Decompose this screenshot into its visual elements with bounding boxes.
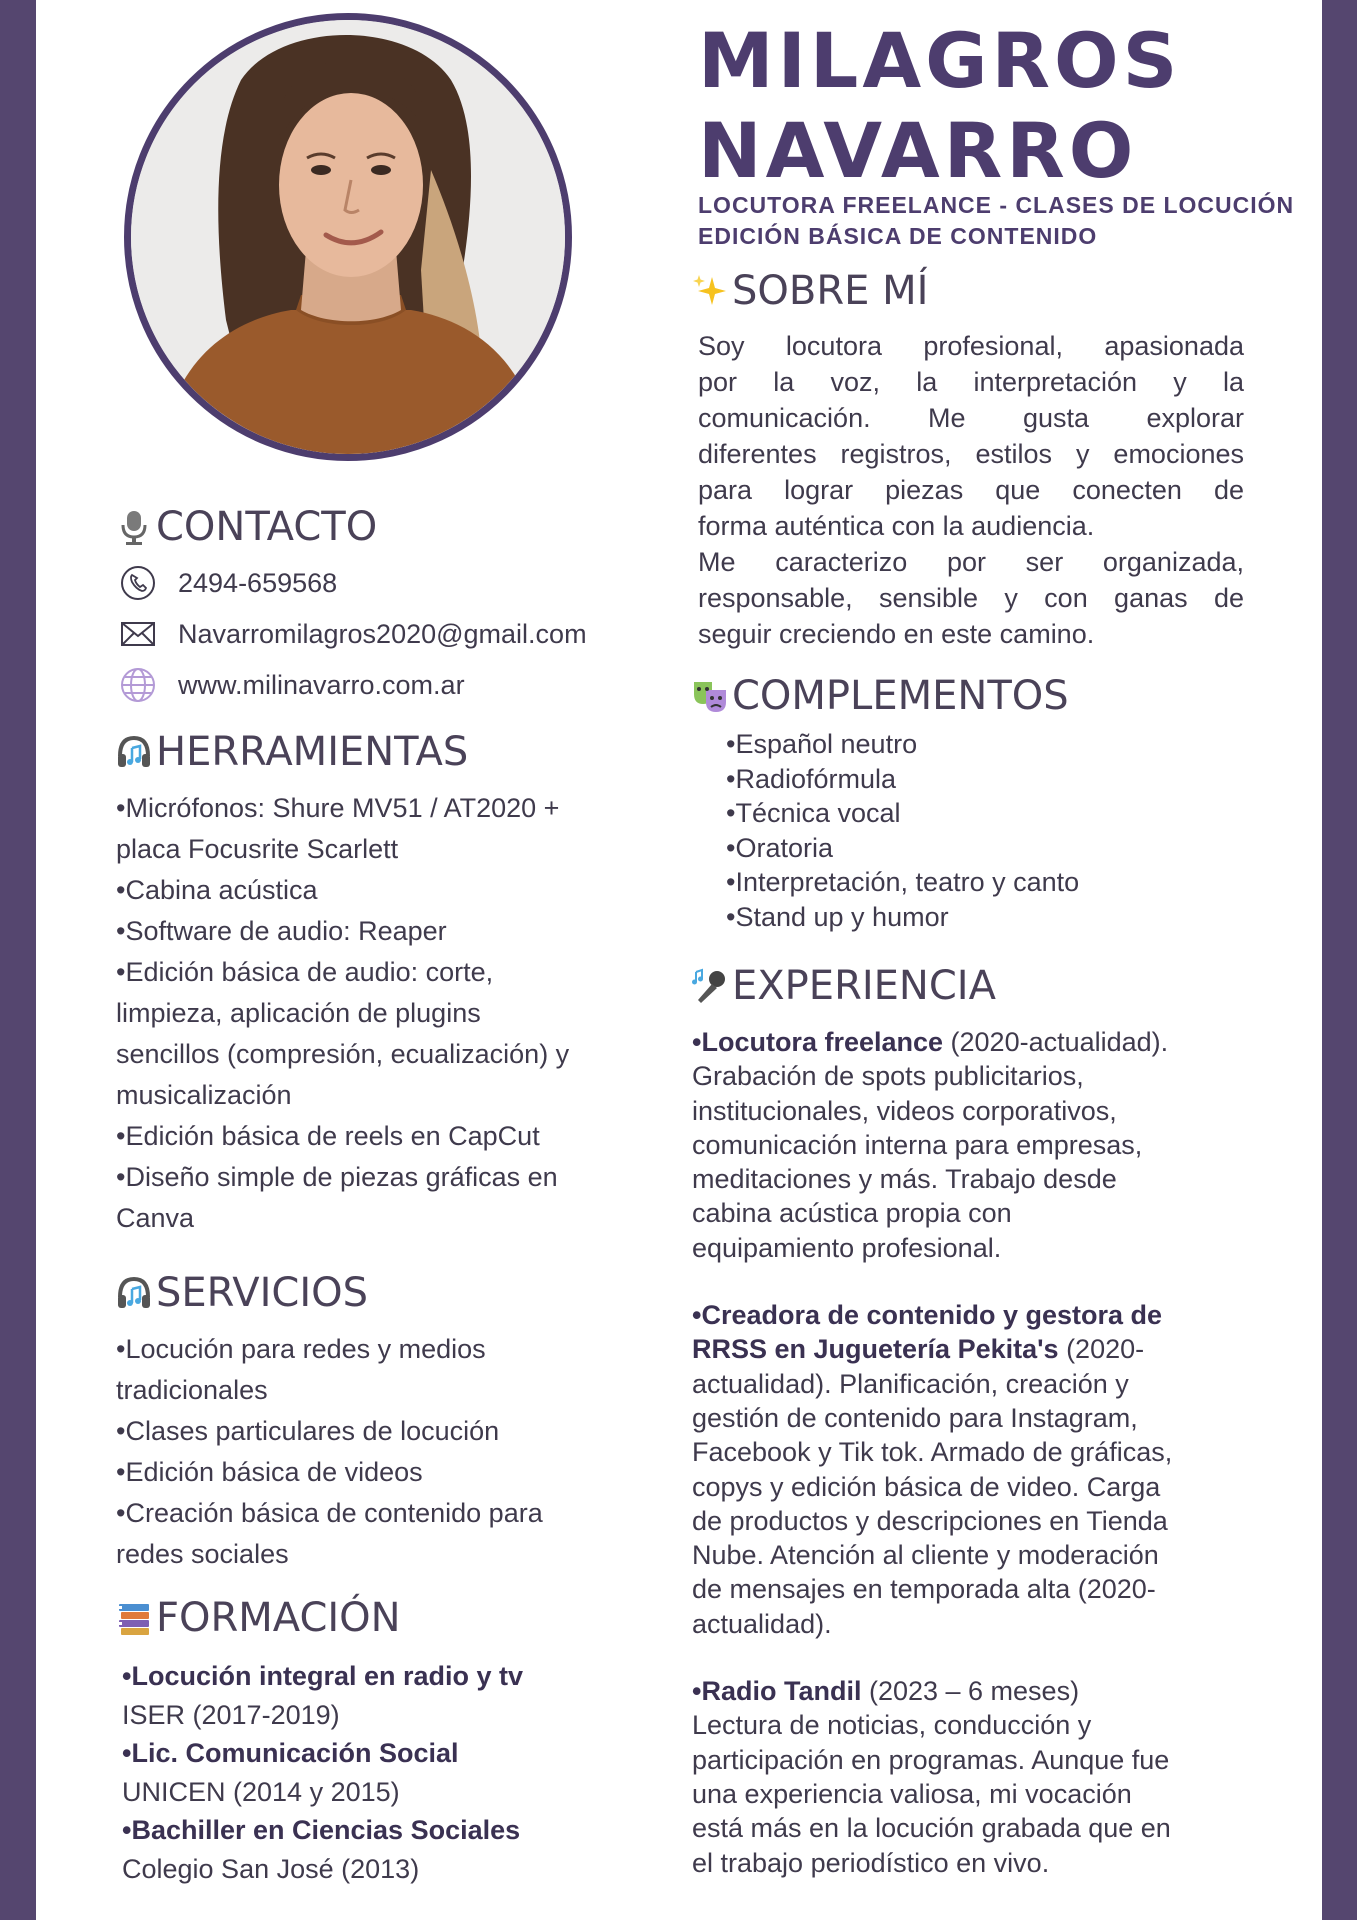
experience-title: EXPERIENCIA <box>732 963 996 1009</box>
envelope-icon <box>116 614 160 654</box>
contact-phone <box>116 559 676 607</box>
tools-line: limpieza, aplicación de plugins <box>116 998 481 1028</box>
globe-icon <box>116 665 160 705</box>
theater-masks-icon <box>690 676 730 716</box>
tools-line: •Micrófonos: Shure MV51 / AT2020 + <box>116 793 560 823</box>
role-line-1: LOCUTORA FREELANCE - CLASES DE LOCUCIÓN <box>698 192 1295 218</box>
about-line: comunicación. Me gusta explorar <box>698 403 1244 433</box>
education-list <box>122 1657 682 1888</box>
contact-website <box>116 661 676 709</box>
job-line: Grabación de spots publicitarios, <box>692 1061 1084 1092</box>
experience-heading <box>690 963 996 1009</box>
phone-icon <box>116 563 160 603</box>
books-icon <box>114 1598 154 1638</box>
headphones-icon <box>114 732 154 772</box>
services-line: redes sociales <box>116 1539 289 1569</box>
tools-line: musicalización <box>116 1080 292 1110</box>
cv-page <box>36 0 1322 1920</box>
about-text <box>698 328 1244 652</box>
website-link[interactable]: www.milinavarro.com.ar <box>178 669 465 700</box>
job-line: cabina acústica propia con <box>692 1198 1012 1229</box>
job-period: (2023 – 6 meses) <box>861 1676 1080 1707</box>
about-line: por la voz, la interpretación y la <box>698 367 1244 397</box>
complement-item: •Interpretación, teatro y canto <box>726 867 1080 897</box>
education-place: ISER (2017-2019) <box>122 1699 340 1730</box>
experience-job <box>692 1298 1312 1641</box>
job-line: Lectura de noticias, conducción y <box>692 1710 1092 1741</box>
tools-heading <box>114 729 468 775</box>
tools-line: •Edición básica de audio: corte, <box>116 957 494 987</box>
services-line: tradicionales <box>116 1375 268 1405</box>
contact-title: CONTACTO <box>156 504 378 550</box>
about-line: Soy locutora profesional, apasionada <box>698 331 1244 361</box>
job-title: •Locutora freelance <box>692 1027 944 1057</box>
about-line: Me caracterizo por ser organizada, <box>698 547 1244 577</box>
job-title: RRSS en Juguetería Pekita's <box>692 1334 1059 1365</box>
complement-item: •Radiofórmula <box>726 763 897 794</box>
education-title: FORMACIÓN <box>156 1595 401 1641</box>
name-first: MILAGROS <box>698 16 1182 105</box>
about-line: responsable, sensible y con ganas de <box>698 583 1244 613</box>
about-line: forma auténtica con la audiencia. <box>698 511 1095 541</box>
portrait-illustration <box>131 20 565 454</box>
job-line: está más en la locución grabada que en <box>692 1813 1171 1844</box>
experience-job <box>692 1025 1312 1265</box>
contact-heading <box>114 504 377 550</box>
job-line: actualidad). Planificación, creación y <box>692 1368 1129 1399</box>
job-period: (2020- <box>1058 1334 1145 1365</box>
job-line: de mensajes en temporada alta (2020- <box>692 1574 1156 1605</box>
job-line: Facebook y Tik tok. Armado de gráficas, <box>692 1437 1173 1468</box>
complement-item: •Español neutro <box>726 729 918 759</box>
email-address[interactable]: Navarromilagros2020@gmail.com <box>178 618 587 649</box>
job-line: comunicación interna para empresas, <box>692 1129 1143 1160</box>
complements-list <box>726 727 1286 934</box>
experience-list <box>692 1025 1312 1880</box>
education-degree: •Lic. Comunicación Social <box>122 1738 459 1768</box>
education-place: UNICEN (2014 y 2015) <box>122 1776 400 1807</box>
name-heading <box>698 16 1181 196</box>
education-degree: •Bachiller en Ciencias Sociales <box>122 1815 521 1845</box>
microphone-music-icon <box>690 966 730 1006</box>
education-degree: •Locución integral en radio y tv <box>122 1661 524 1691</box>
job-line: gestión de contenido para Instagram, <box>692 1402 1138 1433</box>
job-line: equipamiento profesional. <box>692 1232 1002 1263</box>
name-last: NAVARRO <box>698 106 1138 195</box>
tools-line: sencillos (compresión, ecualización) y <box>116 1039 570 1069</box>
complements-heading <box>690 673 1069 719</box>
headphones-icon <box>114 1273 154 1313</box>
job-line: institucionales, videos corporativos, <box>692 1095 1117 1126</box>
tools-list <box>116 788 646 1239</box>
tools-title: HERRAMIENTAS <box>156 729 469 775</box>
tools-line: placa Focusrite Scarlett <box>116 834 399 864</box>
about-line: diferentes registros, estilos y emociones <box>698 439 1244 469</box>
job-line: el trabajo periodístico en vivo. <box>692 1847 1050 1878</box>
contact-list <box>116 559 676 709</box>
about-title: SOBRE MÍ <box>732 268 929 314</box>
services-line: •Locución para redes y medios <box>116 1334 486 1364</box>
complement-item: •Técnica vocal <box>726 798 901 828</box>
job-line: actualidad). <box>692 1608 832 1639</box>
complements-title: COMPLEMENTOS <box>732 673 1069 719</box>
job-line: meditaciones y más. Trabajo desde <box>692 1164 1117 1195</box>
role-subtitle <box>698 190 1318 252</box>
about-line: para lograr piezas que conecten de <box>698 475 1244 505</box>
education-place: Colegio San José (2013) <box>122 1853 420 1884</box>
contact-email <box>116 610 676 658</box>
complement-item: •Stand up y humor <box>726 901 949 932</box>
about-heading <box>690 268 928 314</box>
job-period: (2020-actualidad). <box>943 1027 1169 1057</box>
services-line: •Creación básica de contenido para <box>116 1498 543 1528</box>
job-line: copys y edición básica de video. Carga <box>692 1471 1161 1502</box>
job-line: de productos y descripciones en Tienda <box>692 1505 1168 1536</box>
services-title: SERVICIOS <box>156 1270 369 1316</box>
tools-line: •Cabina acústica <box>116 875 318 905</box>
education-heading <box>114 1595 401 1641</box>
job-line: Nube. Atención al cliente y moderación <box>692 1540 1159 1571</box>
tools-line: •Software de audio: Reaper <box>116 916 447 946</box>
sparkles-icon <box>690 271 730 311</box>
job-title: •Radio Tandil <box>692 1676 862 1707</box>
job-title: •Creadora de contenido y gestora de <box>692 1300 1163 1331</box>
tools-line: •Edición básica de reels en CapCut <box>116 1121 540 1151</box>
services-heading <box>114 1270 368 1316</box>
job-line: participación en programas. Aunque fue <box>692 1744 1170 1775</box>
services-line: •Edición básica de videos <box>116 1457 423 1487</box>
services-line: •Clases particulares de locución <box>116 1416 500 1446</box>
phone-number: 2494-659568 <box>178 567 338 598</box>
microphone-icon <box>114 507 154 547</box>
complement-item: •Oratoria <box>726 832 833 863</box>
role-line-2: EDICIÓN BÁSICA DE CONTENIDO <box>698 223 1098 249</box>
tools-line: Canva <box>116 1203 195 1233</box>
job-line: una experiencia valiosa, mi vocación <box>692 1778 1132 1809</box>
about-line: seguir creciendo en este camino. <box>698 619 1095 649</box>
tools-line: •Diseño simple de piezas gráficas en <box>116 1162 558 1192</box>
profile-photo <box>124 13 572 461</box>
experience-job <box>692 1674 1312 1880</box>
services-list <box>116 1329 646 1575</box>
